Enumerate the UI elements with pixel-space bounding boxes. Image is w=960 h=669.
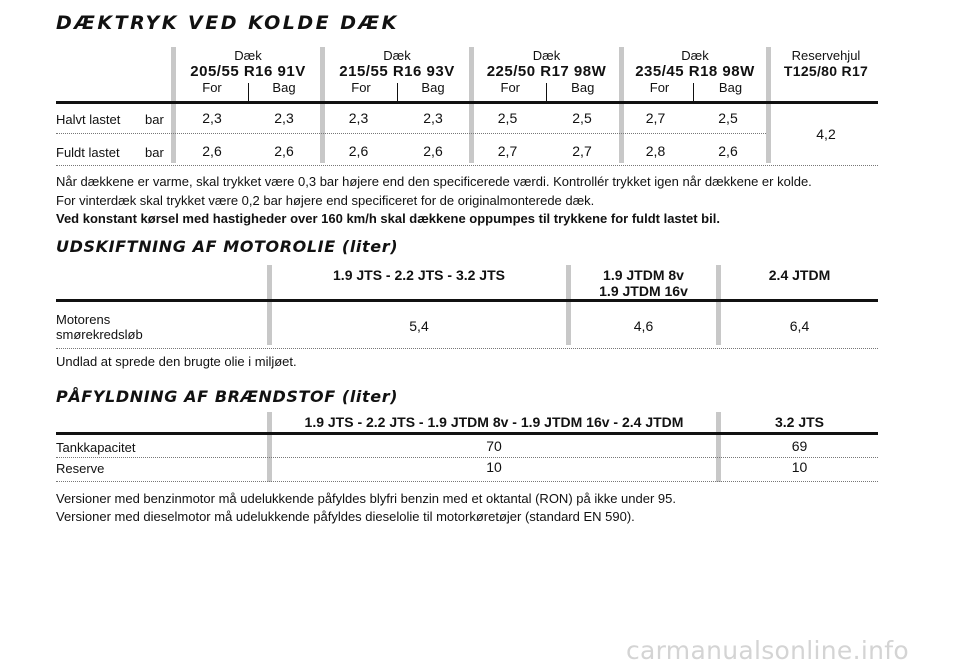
- header-rule: [56, 101, 878, 104]
- table-row: 2,6 2,6 2,6 2,6 2,7 2,7 2,8 2,6: [202, 143, 738, 159]
- spare-wheel-value: 4,2: [816, 126, 836, 142]
- fuel-note: Versioner med dieselmotor må udelukkende påfyldes dieselolie til motorkøretøjer (standard EN 590).: [56, 509, 635, 524]
- fuel-col-header: 1.9 JTS - 2.2 JTS - 1.9 JTDM 8v - 1.9 JTDM 16v - 2.4 JTDM: [304, 414, 684, 430]
- tyre-section-title: DÆKTRYK VED KOLDE DÆK: [56, 12, 399, 34]
- fuel-col-header: 3.2 JTS: [774, 414, 825, 430]
- row-unit: bar: [145, 112, 164, 127]
- spare-wheel-header: Reservehjul T125/80 R17: [783, 48, 869, 79]
- header-rule: [56, 299, 878, 302]
- row-divider: [56, 457, 878, 458]
- sub-separator: [546, 83, 547, 101]
- oil-col-header: 1.9 JTS - 2.2 JTS - 3.2 JTS: [333, 267, 505, 283]
- fuel-note: Versioner med benzinmotor må udelukkende påfyldes blyfri benzin med et oktantal (RON) på ikke under 95.: [56, 491, 676, 506]
- header-rule: [56, 432, 878, 435]
- row-divider: [56, 133, 766, 134]
- tyre-col-header: Dæk 225/50 R17 98W For Bag: [486, 48, 607, 95]
- tyre-note: For vinterdæk skal trykket være 0,2 bar højere end specificeret for de originalmonterede dæk.: [56, 193, 595, 208]
- fuel-section-title: PÅFYLDNING AF BRÆNDSTOF (liter): [56, 387, 399, 406]
- oil-value: 6,4: [789, 318, 810, 334]
- oil-section-title: UDSKIFTNING AF MOTOROLIE (liter): [56, 237, 399, 256]
- row-label: Motorens smørekredsløb: [56, 312, 143, 342]
- fuel-value: 10: [486, 459, 502, 475]
- oil-note: Undlad at sprede den brugte olie i miljøet.: [56, 354, 297, 369]
- sub-separator: [248, 83, 249, 101]
- tyre-col-header: Dæk 205/55 R16 91V For Bag: [190, 48, 306, 95]
- footer-watermark: carmanualsonline.info: [626, 636, 909, 665]
- sub-separator: [693, 83, 694, 101]
- row-label: Halvt lastet: [56, 112, 121, 127]
- row-label: Reserve: [56, 461, 105, 476]
- row-divider: [56, 481, 878, 482]
- oil-col-header: 2.4 JTDM: [768, 267, 831, 283]
- row-label: Fuldt lastet: [56, 145, 120, 160]
- oil-col-header: 1.9 JTDM 8v 1.9 JTDM 16v: [599, 267, 688, 299]
- tyre-col-header: Dæk 215/55 R16 93V For Bag: [339, 48, 455, 95]
- tyre-col-header: Dæk 235/45 R18 98W For Bag: [635, 48, 755, 95]
- sub-separator: [397, 83, 398, 101]
- table-row: 2,3 2,3 2,3 2,3 2,5 2,5 2,7 2,5: [202, 110, 738, 126]
- row-unit: bar: [145, 145, 164, 160]
- row-divider: [56, 348, 878, 349]
- fuel-value: 69: [791, 438, 808, 454]
- row-divider: [56, 165, 878, 166]
- oil-value: 5,4: [409, 318, 429, 334]
- tyre-bold-note: Ved konstant kørsel med hastigheder over 160 km/h skal dækkene oppumpes til trykkene for fuldt lastet bil.: [56, 211, 720, 226]
- fuel-value: 10: [791, 459, 808, 475]
- row-label: Tankkapacitet: [56, 440, 136, 455]
- fuel-value: 70: [486, 438, 502, 454]
- tyre-note: Når dækkene er varme, skal trykket være 0,3 bar højere end den specificerede værdi. Kontrollér trykket igen når dækkene er kolde.: [56, 174, 812, 189]
- oil-value: 4,6: [633, 318, 654, 334]
